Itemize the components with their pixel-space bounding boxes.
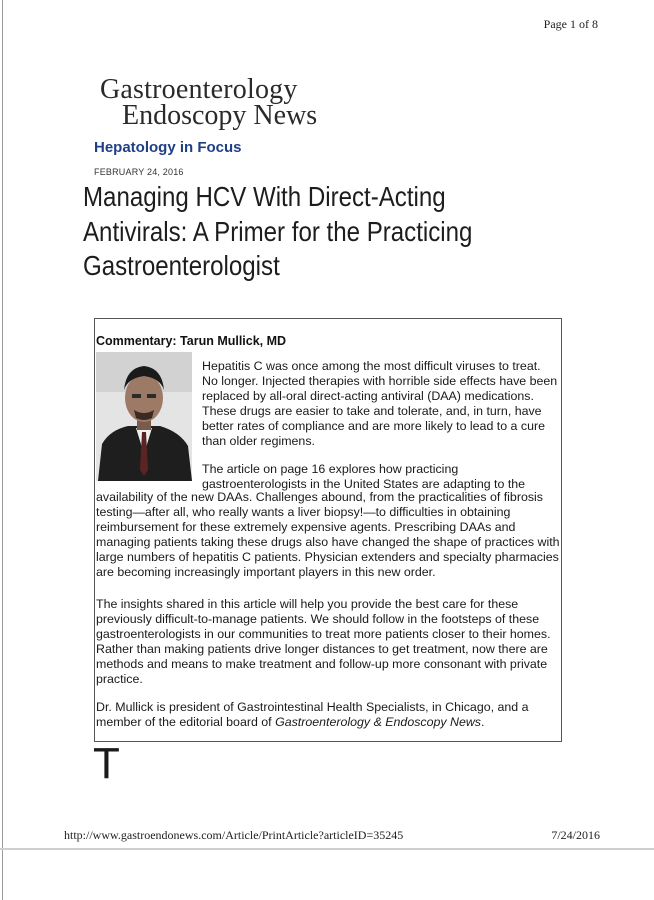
footer-url: http://www.gastroendonews.com/Article/PrintArticle?articleID=35245 bbox=[64, 828, 404, 842]
masthead-line-1: Gastroenterology bbox=[100, 74, 298, 105]
headline-line-3: Gastroenterologist bbox=[83, 250, 280, 281]
drop-cap: T bbox=[93, 739, 120, 788]
article-headline bbox=[83, 180, 513, 284]
masthead-line-2: Endoscopy News bbox=[122, 100, 318, 131]
author-photo bbox=[96, 352, 192, 481]
section-label: Hepatology in Focus bbox=[94, 139, 242, 156]
headline-line-1: Managing HCV With Direct-Acting bbox=[83, 181, 446, 212]
author-bio-text: Dr. Mullick is president of Gastrointestinal Health Specialists, in Chicago, and a member of the editorial board of bbox=[96, 700, 529, 729]
author-bio-end: . bbox=[481, 715, 485, 729]
headline-line-2: Antivirals: A Primer for the Practicing bbox=[83, 215, 473, 247]
commentary-paragraph-2-continued: availability of the new DAAs. Challenges abound, from the practicalities of fibrosis testing—after all, who really wants a liver biopsy!—to difficulties in obtaining reimbursement for these extremely expensive agents. Prescribing DAAs and managing patients taking these drugs also have changed the shape of practices with large numbers of hepatitis C patients. Physician extenders and specialty pharmacies are becoming increasingly important players in this new order. bbox=[96, 490, 560, 579]
commentary-paragraph-1: Hepatitis C was once among the most difficult viruses to treat. No longer. Injected therapies with horrible side effects have been replaced by all-oral direct-acting antiviral (DAA) medications. These drugs are easier to take and tolerate, and, in turn, have better rates of compliance and are more likely to lead to a cure than older regimens. bbox=[202, 359, 558, 448]
author-bio bbox=[96, 700, 560, 730]
page-bottom-edge bbox=[0, 848, 654, 850]
journal-name: Gastroenterology & Endoscopy News bbox=[275, 715, 482, 729]
commentary-paragraph-2-start: The article on page 16 explores how practicing gastroenterologists in the United States are adapting to the bbox=[202, 462, 526, 491]
page-number: Page 1 of 8 bbox=[543, 17, 598, 31]
commentary-heading: Commentary: Tarun Mullick, MD bbox=[96, 334, 287, 348]
page-edge bbox=[2, 0, 3, 900]
footer-date: 7/24/2016 bbox=[551, 828, 600, 842]
masthead-logo bbox=[100, 76, 317, 130]
publish-date: FEBRUARY 24, 2016 bbox=[94, 167, 184, 177]
commentary-paragraph-3: The insights shared in this article will help you provide the best care for these previously difficult-to-manage patients. We should follow in the footsteps of these gastroenterologists in our communities to treat more patients closer to their homes. Rather than making patients drive longer distances to get treatment, now there are methods and means to make treatment and follow-up more consonant with private practice. bbox=[96, 597, 551, 686]
